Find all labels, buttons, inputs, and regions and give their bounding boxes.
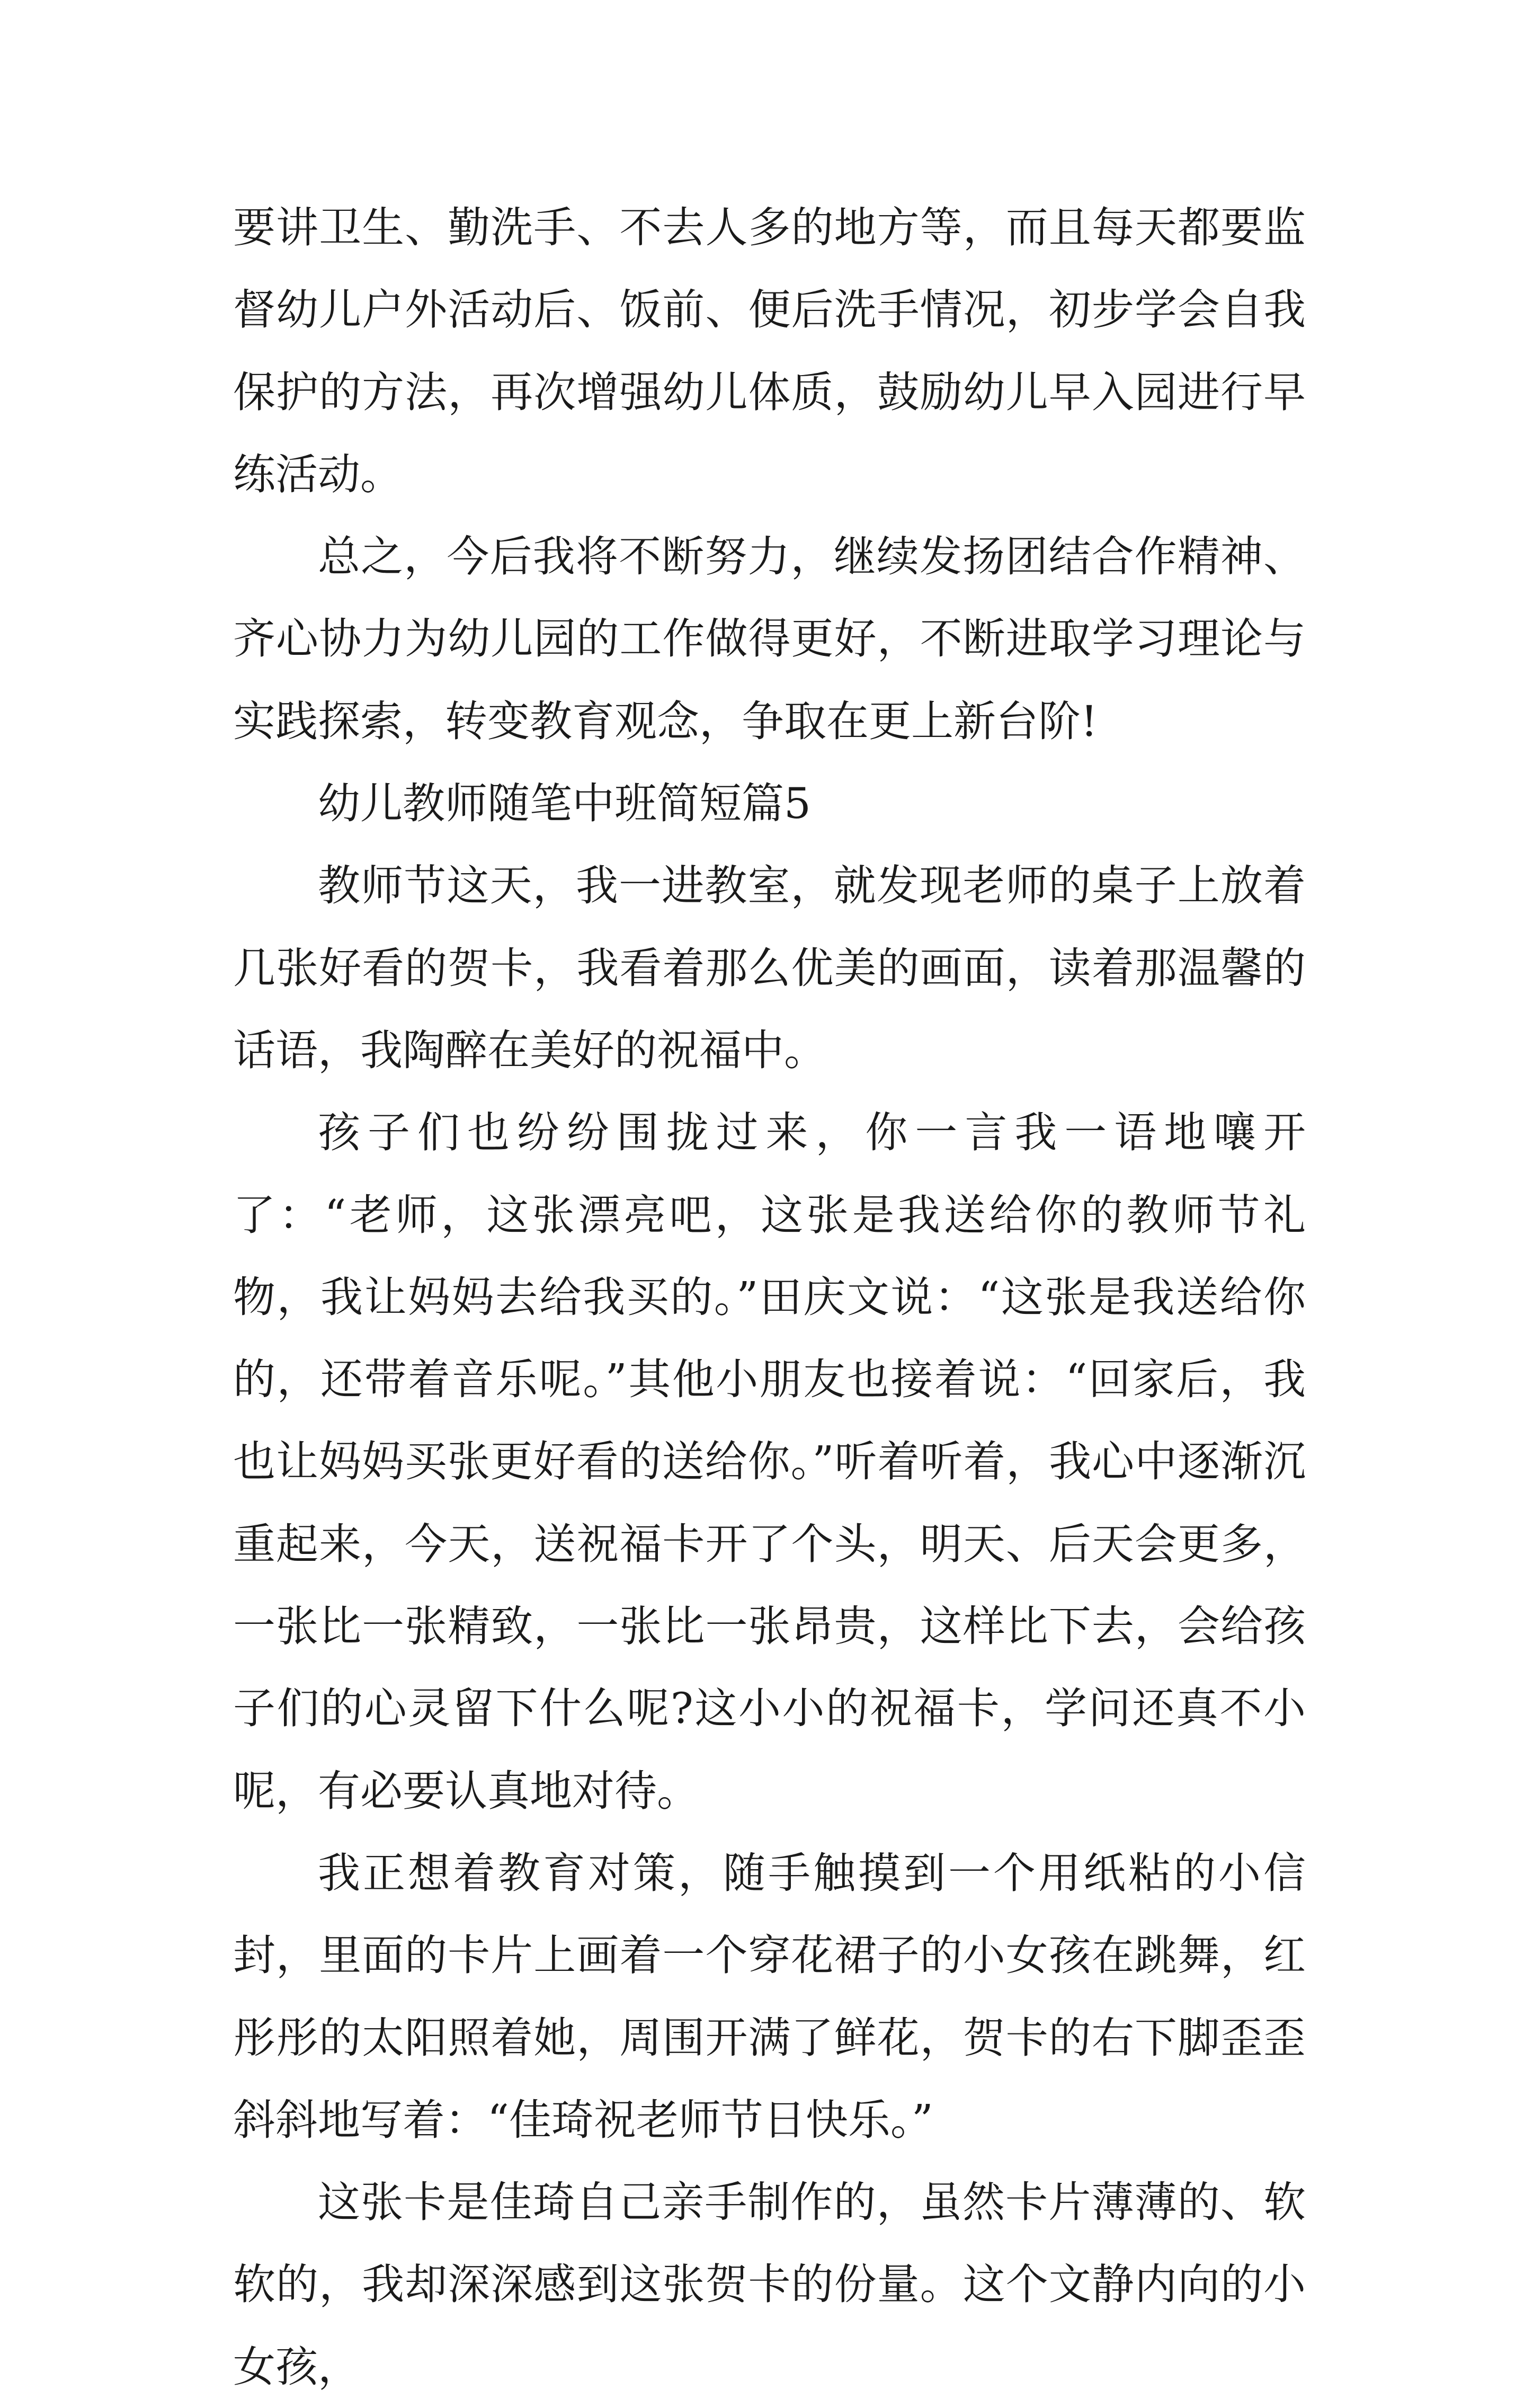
paragraph-children-talk: 孩子们也纷纷围拢过来，你一言我一语地嚷开了：“老师，这张漂亮吧，这张是我送给你的教师节礼物，我让妈妈去给我买的。”田庆文说：“这张是我送给你的，还带着音乐呢。”其他小朋友也接着说：“回家后，我也让妈妈买张更好看的送给你。”听着听着，我心中逐渐沉重起来，今天，送祝福卡开了个头，明天、后天会更多，一张比一张精致，一张比一张昂贵，这样比下去，会给孩子们的心灵留下什么呢?这小小的祝福卡，学问还真不小呢，有必要认真地对待。 bbox=[233, 1108, 1306, 1816]
document-body bbox=[233, 186, 1306, 2408]
paragraph-handmade-card: 这张卡是佳琦自己亲手制作的，虽然卡片薄薄的、软软的，我却深深感到这张贺卡的份量。这个文静内向的小女孩， bbox=[233, 2178, 1306, 2392]
paragraph-continued: 要讲卫生、勤洗手、不去人多的地方等，而且每天都要监督幼儿户外活动后、饭前、便后洗手情况，初步学会自我保护的方法，再次增强幼儿体质，鼓励幼儿早入园进行早练活动。 bbox=[233, 203, 1306, 499]
paragraph-handmade-envelope: 我正想着教育对策，随手触摸到一个用纸粘的小信封，里面的卡片上画着一个穿花裙子的小女孩在跳舞，红彤彤的太阳照着她，周围开满了鲜花，贺卡的右下脚歪歪斜斜地写着：“佳琦祝老师节日快乐。” bbox=[233, 1848, 1306, 2145]
section-heading: 幼儿教师随笔中班简短篇5 bbox=[318, 779, 811, 829]
paragraph-summary: 总之，今后我将不断努力，继续发扬团结合作精神、齐心协力为幼儿园的工作做得更好，不断进取学习理论与实践探索，转变教育观念，争取在更上新台阶! bbox=[233, 532, 1306, 746]
paragraph-teachers-day: 教师节这天，我一进教室，就发现老师的桌子上放着几张好看的贺卡，我看着那么优美的画面，读着那温馨的话语，我陶醉在美好的祝福中。 bbox=[233, 861, 1306, 1075]
